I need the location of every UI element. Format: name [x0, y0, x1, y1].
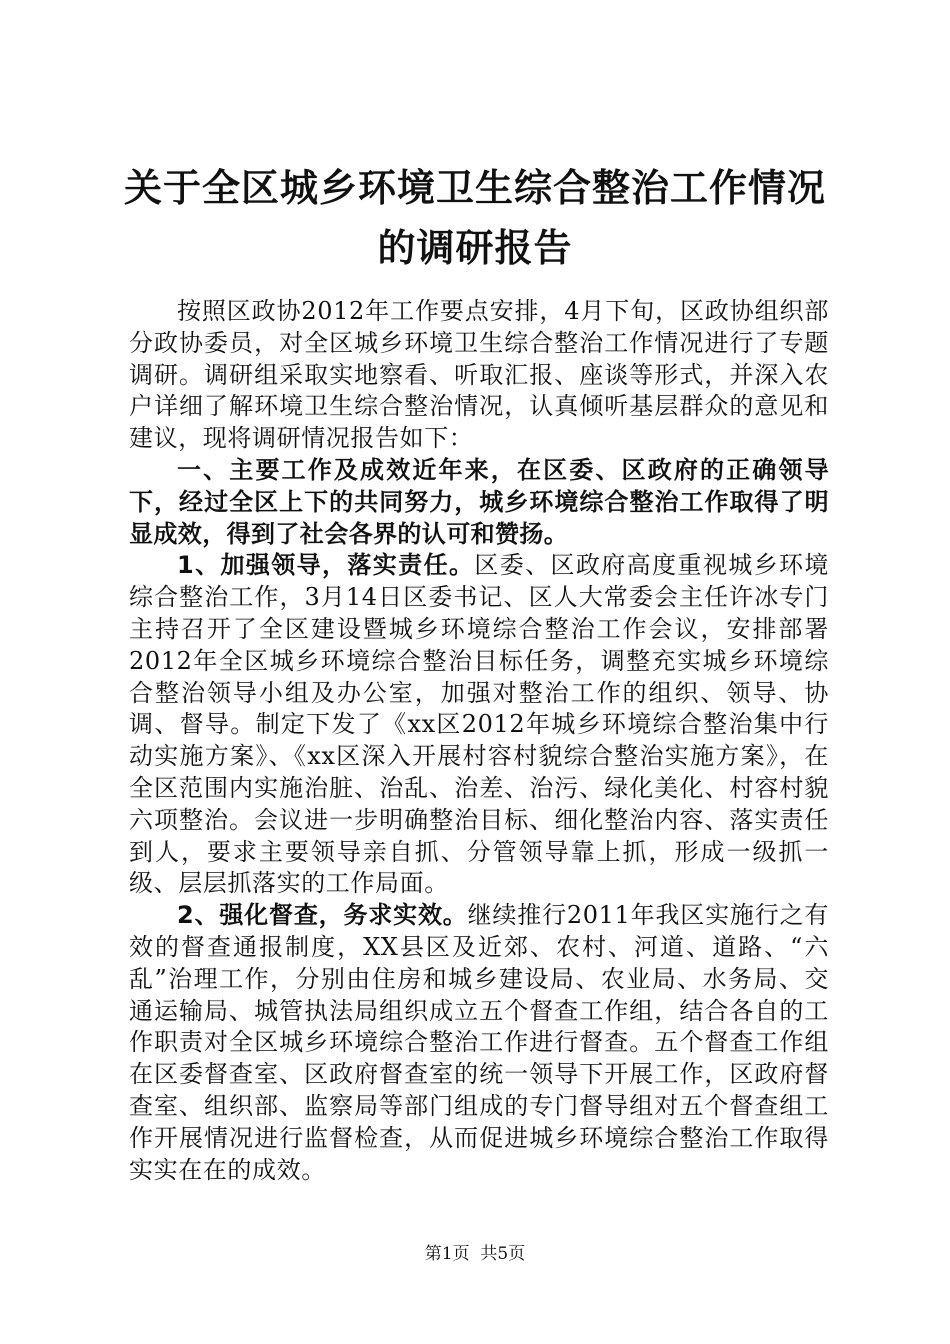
document-body: [129, 296, 829, 1186]
section-heading-text: 一、主要工作及成效近年来，在区委、区政府的正确领导下，经过全区上下的共同努力，城乡环境综合整治工作取得了明显成效，得到了社会各界的认可和赞扬。: [129, 455, 829, 548]
document-title: 关于全区城乡环境卫生综合整治工作情况的调研报告: [123, 165, 826, 270]
page-footer: [0, 1243, 950, 1265]
item-2-paragraph: [129, 900, 829, 1186]
item-2-lead: 2、强化督查，务求实效。: [177, 901, 468, 930]
section-heading-paragraph: [129, 455, 829, 550]
page-total: 共5页: [480, 1244, 526, 1264]
item-1-paragraph: [129, 550, 829, 900]
page-number: 第1页: [424, 1244, 470, 1264]
item-1-lead: 1、加强领导，落实责任。: [177, 551, 475, 580]
item-1-text: 区委、区政府高度重视城乡环境综合整治工作，3月14日区委书记、区人大常委会主任许冰专门主持召开了全区建设暨城乡环境综合整治工作会议，安排部署2012年全区城乡环境综合整治目标任务，调整充实城乡环境综合整治领导小组及办公室，加强对整治工作的组织、领导、协调、督导。制定下发了《xx区2012年城乡环境综合整治集中行动实施方案》、《xx区深入开展村容村貌综合整治实施方案》，在全区范围内实施治脏、治乱、治差、治污、绿化美化、村容村貌六项整治。会议进一步明确整治目标、细化整治内容、落实责任到人，要求主要领导亲自抓、分管领导靠上抓，形成一级抓一级、层层抓落实的工作局面。: [129, 551, 829, 898]
intro-paragraph-text: 按照区政协2012年工作要点安排，4月下旬，区政协组织部分政协委员，对全区城乡环境卫生综合整治工作情况进行了专题调研。调研组采取实地察看、听取汇报、座谈等形式，并深入农户详细了解环境卫生综合整治情况，认真倾听基层群众的意见和建议，现将调研情况报告如下：: [129, 297, 829, 453]
item-2-text: 继续推行2011年我区实施行之有效的督查通报制度，XX县区及近郊、农村、河道、道路、“六乱”治理工作，分别由住房和城乡建设局、农业局、水务局、交通运输局、城管执法局组织成立五个督查工作组，结合各自的工作职责对全区城乡环境综合整治工作进行督查。五个督查工作组在区委督查室、区政府督查室的统一领导下开展工作，区政府督查室、组织部、监察局等部门组成的专门督导组对五个督查组工作开展情况进行监督检查，从而促进城乡环境综合整治工作取得实实在在的成效。: [129, 901, 829, 1184]
intro-paragraph: [129, 296, 829, 455]
